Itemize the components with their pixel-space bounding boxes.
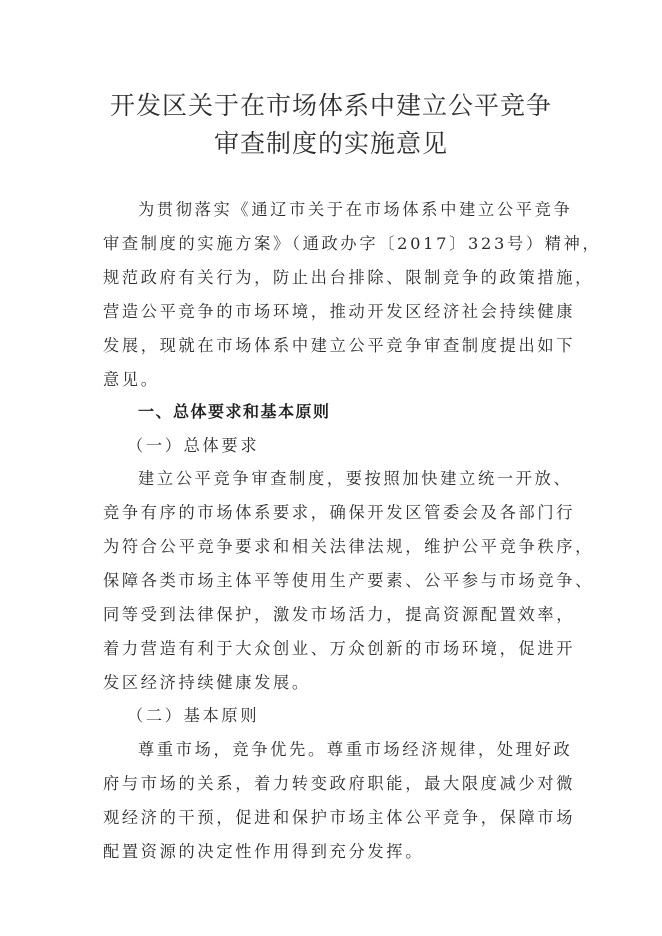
intro-line: 意见。 [103,370,160,389]
body-line: 发区经济持续健康发展。 [103,673,311,692]
body-line: 配置资源的决定性作用得到充分发挥。 [103,842,425,861]
intro-line: 为贯彻落实《通辽市关于在市场体系中建立公平竞争 [138,200,573,219]
section-heading: 一、总体要求和基本原则 [138,402,331,421]
body-line: 着力营造有利于大众创业、万众创新的市场环境，促进开 [103,639,576,658]
body-line: 府与市场的关系，着力转变政府职能，最大限度减少对微 [103,774,576,793]
body-line: 保障各类市场主体平等使用生产要素、公平参与市场竞争、 [103,571,595,590]
subsection-heading: （二）基本原则 [127,706,260,725]
document-title-line-1: 开发区关于在市场体系中建立公平竞争 [109,91,552,120]
body-line: 观经济的干预，促进和保护市场主体公平竞争，保障市场 [103,808,576,827]
intro-line: 规范政府有关行为，防止出台排除、限制竞争的政策措施， [103,268,595,287]
intro-line: 发展，现就在市场体系中建立公平竞争审查制度提出如下 [103,336,576,355]
body-line: 同等受到法律保护，激发市场活力，提高资源配置效率， [103,605,576,624]
intro-line: 营造公平竞争的市场环境，推动开发区经济社会持续健康 [103,302,576,321]
document-title-line-2: 审查制度的实施意见 [213,129,448,158]
body-line: 竞争有序的市场体系要求，确保开发区管委会及各部门行 [103,503,576,522]
intro-line: 审查制度的实施方案》（通政办字〔2017〕323号）精神， [103,234,602,253]
subsection-heading: （一）总体要求 [127,436,260,455]
body-line: 为符合公平竞争要求和相关法律法规，维护公平竞争秩序， [103,537,595,556]
body-line: 尊重市场，竞争优先。尊重市场经济规律，处理好政 [138,740,573,759]
body-line: 建立公平竞争审查制度，要按照加快建立统一开放、 [138,469,573,488]
